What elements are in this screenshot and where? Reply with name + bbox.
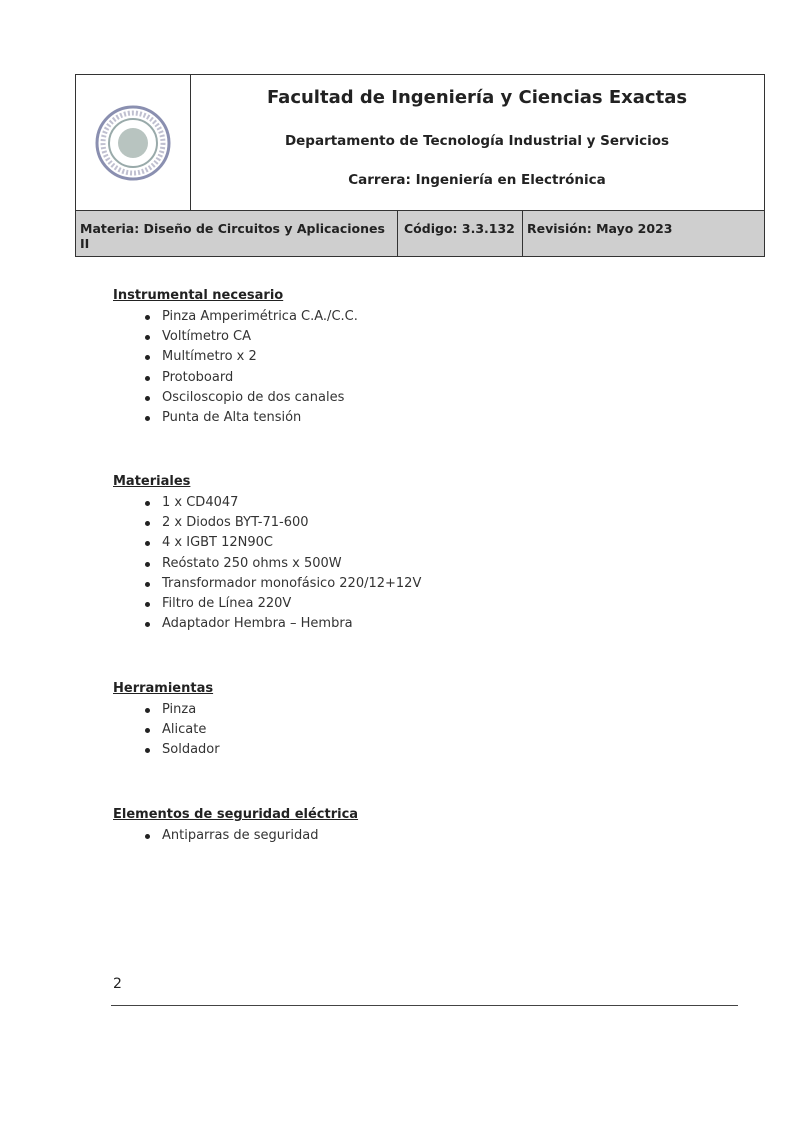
section-heading: Materiales [113, 474, 191, 489]
title-cell [190, 75, 764, 210]
code-cell: Código: 3.3.132 [398, 211, 523, 256]
section-heading: Instrumental necesario [113, 288, 284, 303]
section-instrumental [113, 288, 358, 428]
faculty-title: Facultad de Ingeniería y Ciencias Exactas [266, 87, 688, 108]
list-item: 4 x IGBT 12N90C [113, 533, 421, 553]
list-item: Punta de Alta tensión [113, 408, 358, 428]
list-item: Voltímetro CA [113, 327, 358, 347]
list-item: 2 x Diodos BYT-71-600 [113, 513, 421, 533]
list-item: Soldador [113, 740, 220, 760]
footer-divider [111, 1005, 738, 1006]
list-item: Pinza [113, 700, 220, 720]
university-seal-logo [93, 103, 173, 183]
page-number: 2 [113, 976, 122, 992]
document-header-table [75, 74, 765, 257]
section-seguridad [113, 807, 358, 846]
subject-cell: Materia: Diseño de Circuitos y Aplicaciones II [76, 211, 398, 256]
section-herramientas [113, 681, 220, 761]
list-item: 1 x CD4047 [113, 493, 421, 513]
university-seal-cell [76, 75, 191, 210]
career-title: Carrera: Ingeniería en Electrónica [348, 172, 606, 188]
list-item: Antiparras de seguridad [113, 826, 358, 846]
department-title: Departamento de Tecnología Industrial y Servicios [284, 133, 670, 149]
section-heading: Herramientas [113, 681, 214, 696]
list-item: Multímetro x 2 [113, 347, 358, 367]
section-materiales [113, 474, 421, 634]
list-item: Protoboard [113, 368, 358, 388]
revision-cell: Revisión: Mayo 2023 [527, 221, 673, 236]
list-item: Reóstato 250 ohms x 500W [113, 554, 421, 574]
list-item: Adaptador Hembra – Hembra [113, 614, 421, 634]
list-item: Filtro de Línea 220V [113, 594, 421, 614]
list-item: Osciloscopio de dos canales [113, 388, 358, 408]
subject-row [76, 210, 764, 256]
list-item: Alicate [113, 720, 220, 740]
section-heading: Elementos de seguridad eléctrica [113, 807, 359, 822]
list-item: Pinza Amperimétrica C.A./C.C. [113, 307, 358, 327]
list-item: Transformador monofásico 220/12+12V [113, 574, 421, 594]
